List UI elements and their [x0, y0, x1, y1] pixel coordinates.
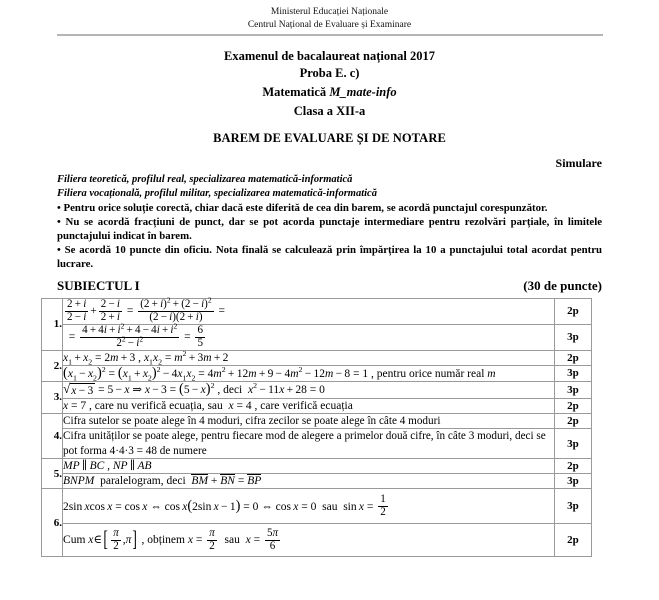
points-cell: 3p	[554, 429, 591, 459]
table-row	[42, 459, 592, 474]
exam-class: Clasa a XII-a	[293, 104, 366, 118]
subject-label: SUBIECTUL I	[57, 278, 140, 293]
exam-title: Examenul de bacalaureat național 2017	[224, 49, 435, 63]
solution-line	[63, 524, 555, 557]
points-cell: 3p	[554, 489, 591, 524]
math-expression: $x_1 + x_2 = 2m + 3$ , $x_1x_2 = m^2 + 3m + 2$	[63, 348, 229, 366]
table-row	[42, 350, 592, 365]
table-row	[42, 524, 592, 557]
filiera-line-2: Filiera vocațională, profilul militar, specializarea matematică-informatică	[57, 188, 377, 199]
vector-bm: BM	[191, 475, 209, 488]
row-number: 6.	[42, 489, 63, 557]
barem-table-wrap	[0, 295, 659, 557]
solution-line	[63, 350, 555, 365]
table-row	[42, 489, 592, 524]
exam-subject	[0, 84, 659, 101]
points-cell: 3p	[554, 381, 591, 398]
table-row	[42, 365, 592, 381]
math-expression: = $\frac{4 + 4i + i^2 + 4 - 4i + i^2}{2^2 - i^2}$ = $\frac{6}{5}$	[63, 321, 203, 349]
solution-line	[63, 295, 555, 325]
session-label: Simulare	[555, 156, 602, 170]
sqrt-icon: √ x − 3	[63, 380, 94, 397]
filiera-line-1: Filiera teoretică, profilul real, specializarea matematică-informatică	[57, 174, 353, 185]
document-header	[0, 0, 659, 31]
math-expression: Cum x∈ [ $\frac{\pi}{2}$ ,π ] , obținem x = $\frac{\pi}{2}$ sau x = $\frac{5\pi}{6}$	[63, 526, 278, 552]
table-row	[42, 413, 592, 429]
math-expression: $(x_1 - x_2)^2 = (x_1 + x_2)^2 - 4x_1x_2 = 4m^2 + 12m + 9 - 4m^2 - 12m - 8 = 1$ , pentru orice număr real m	[63, 364, 496, 382]
points-cell: 2p	[554, 524, 591, 557]
interval-bracket: [ $\frac{\pi}{2}$ ,π ]	[103, 526, 138, 552]
points-cell: 2p	[554, 459, 591, 474]
subject-points: (30 de puncte)	[523, 278, 602, 293]
exam-subject-prefix: Matematică	[262, 85, 330, 99]
row-number: 3.	[42, 381, 63, 413]
barem-table	[41, 295, 592, 557]
solution-line	[63, 489, 555, 524]
solution-line	[63, 398, 555, 413]
points-cell: 2p	[554, 398, 591, 413]
row-number: 4.	[42, 413, 63, 459]
table-row	[42, 381, 592, 398]
table-row	[42, 474, 592, 489]
points-cell: 3p	[554, 474, 591, 489]
ministry-line-1: Ministerul Educației Naționale	[270, 7, 389, 17]
math-expression: 2sin xcos x = cos x ⇔ cos x(2sin x − 1) = 0 ⇔ cos x = 0 sau sin x = $\frac{1}{2}$	[63, 492, 386, 518]
note-bullet-3: • Se acordă 10 puncte din oficiu. Nota finală se calculează prin împărțirea la 10 a punctajului total acordat pentru lucrare.	[57, 244, 602, 270]
math-expression: MP ∥ BC , NP ∥ AB	[63, 460, 152, 473]
math-expression: x = 7 , care nu verifică ecuația, sau x = 4 , care verifică ecuația	[63, 399, 353, 412]
math-expression: BNPM paralelogram, deci BM + BN = BP	[63, 475, 262, 488]
table-row	[42, 398, 592, 413]
row-number: 2.	[42, 350, 63, 381]
table-row	[42, 429, 592, 459]
solution-line	[63, 365, 555, 381]
subject-header	[0, 278, 659, 294]
title-block	[0, 48, 659, 147]
solution-line	[63, 459, 555, 474]
exam-subject-code: M_mate-info	[329, 85, 397, 99]
header-divider	[57, 34, 603, 36]
points-cell: 3p	[554, 365, 591, 381]
points-cell: 2p	[554, 413, 591, 429]
intro-block	[0, 173, 659, 271]
math-expression: $\frac{2 + i}{2 - i}$ + $\frac{2 - i}{2 + i}$ = $\frac{(2 + i)^2 + (2 - i)^2}{(2 - i)(2 + i)}$ =	[67, 295, 225, 323]
vector-bp: BP	[247, 475, 262, 488]
solution-line: Cifra sutelor se poate alege în 4 moduri, cifra zecilor se poate alege în câte 4 moduri	[63, 413, 555, 429]
exam-probe: Proba E. c)	[299, 66, 360, 80]
document-kind-title: BAREM DE EVALUARE ȘI DE NOTARE	[213, 131, 446, 145]
points-cell: 3p	[554, 324, 591, 350]
table-row	[42, 324, 592, 350]
vector-bn: BN	[220, 475, 235, 488]
points-cell: 2p	[554, 350, 591, 365]
points-cell: 2p	[554, 299, 591, 325]
solution-line: Cifra unităților se poate alege, pentru fiecare mod de alegere a primelor două cifre, în câte 3 moduri, deci se pot forma 4·4·3 = 48 de numere	[63, 429, 555, 459]
solution-line	[63, 474, 555, 489]
math-expression: √ x − 3 = 5 − x ⇒ $x - 3 = (5 - x)^2$ , deci $x^2 - 11x + 28 = 0$	[63, 380, 325, 398]
solution-line	[63, 321, 555, 350]
row-number: 5.	[42, 459, 63, 489]
row-number: 1.	[42, 299, 63, 351]
solution-line	[63, 381, 555, 398]
ministry-line-2: Centrul Național de Evaluare și Examinare	[247, 19, 412, 30]
note-bullet-1: • Pentru orice soluție corectă, chiar dacă este diferită de cea din barem, se acordă punctajul corespunzător.	[57, 202, 548, 214]
note-bullet-2: • Nu se acordă fracțiuni de punct, dar se pot acorda punctaje intermediare pentru rezolvări parțiale, în limitele punctajului indicat în barem.	[57, 216, 602, 242]
